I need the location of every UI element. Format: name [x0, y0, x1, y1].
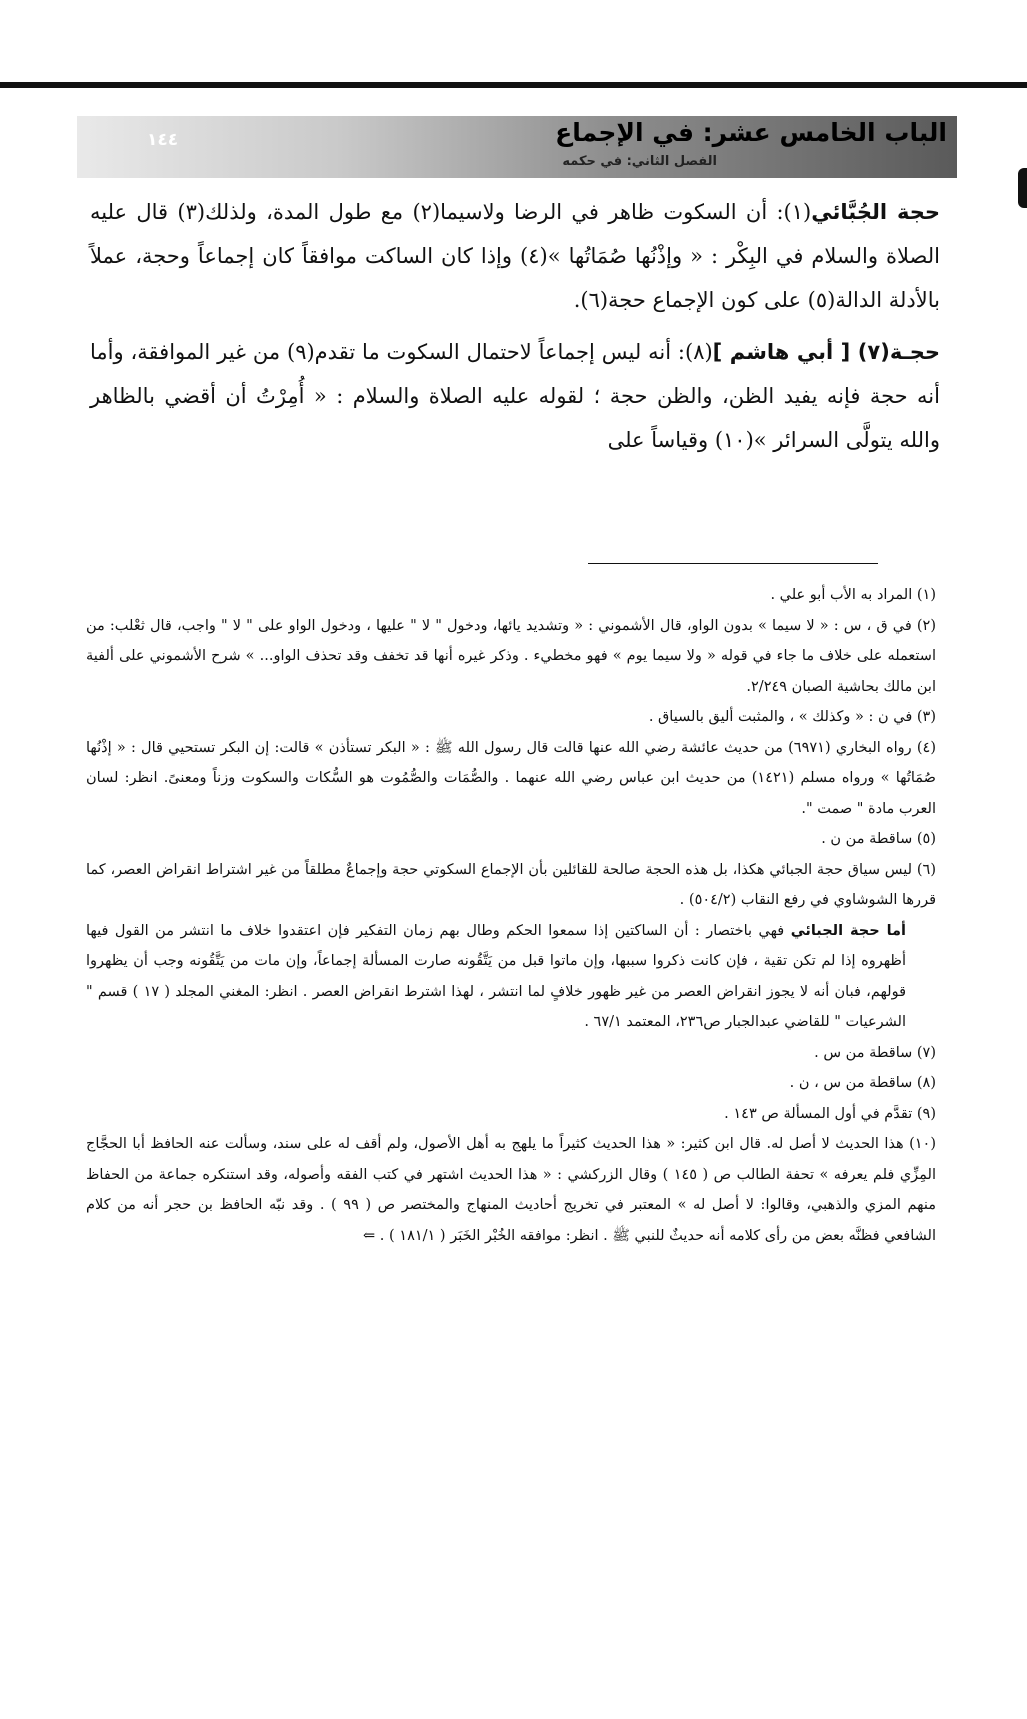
running-header: [77, 116, 957, 178]
footnotes: [86, 580, 936, 1251]
footnote-lead: أما حجة الجبائي: [790, 922, 907, 939]
paragraph-jubbai: [90, 190, 940, 322]
paragraph-text: (٨): أنه ليس إجماعاً لاحتمال السكوت ما تقدم(٩) من غير الموافقة، وأما أنه حجة فإنه يفيد الظن، والظن حجة ؛ لقوله عليه الصلاة والسلام : « أُمِرْتُ أن أقضي بالظاهر والله يتولَّى السرائر »(١٠) وقياساً على: [90, 340, 940, 452]
main-text: [90, 190, 940, 470]
footnote-1: (١) المراد به الأب أبو علي .: [770, 587, 936, 603]
section-title: الفصل الثاني: في حكمه: [562, 154, 717, 169]
page-edge-mark: [1018, 168, 1027, 208]
footnote-text: فهي باختصار : أن الساكتين إذا سمعوا الحكم وطال بهم زمان التفكير فإن اعتقدوا خلاف ما انتشر من القول فيها أظهروه إذا لم تكن تقية ، فإن كانت ذكروا سببها، وإن ماتوا قبل من يَتَّقُونه صارت المسألة إجماعاً، وإن مات من يَتَّقُونه وجب أن يظهروا قولهم، فبان أنه لا يجوز انقراض العصر من غير ظهور خلافٍ لما انتشر ، لهذا اشترط انقراض العصر . انظر: المغني المجلد ( ١٧ ) قسم " الشرعيات " للقاضي عبدالجبار ص٢٣٦، المعتمد ٦٧/١ .: [86, 922, 906, 1030]
footnote-7: (٧) ساقطة من س .: [814, 1044, 936, 1061]
paragraph-lead: حجـة(٧) [ أبي هاشم ]: [712, 340, 940, 364]
footnote-6: (٦) ليس سياق حجة الجبائي هكذا، بل هذه الحجة صالحة للقائلين بأن الإجماع السكوتي حجة وإجماعٌ مطلقاً من غير اشتراط انقراض العصر، كما قررها الشوشاوي في رفع النقاب (٥٠٤/٢) .: [86, 861, 936, 908]
footnote-6-continuation: [86, 916, 936, 1038]
paragraph-text: (١): أن السكوت ظاهر في الرضا ولاسيما(٢) مع طول المدة، ولذلك(٣) قال عليه الصلاة والسلام في البِكْر : « وإذْنُها صُمَاتُها »(٤) وإذا كان الساكت موافقاً كان إجماعاً وحجة، عملاً بالأدلة الدالة(٥) على كون الإجماع حجة(٦).: [90, 200, 940, 312]
footnote-10: (١٠) هذا الحديث لا أصل له. قال ابن كثير: « هذا الحديث كثيراً ما يلهج به أهل الأصول، ولم أقف له على سند، وسألت عنه الحافظ أبا الحجَّاج المِزِّي فلم يعرفه » تحفة الطالب ص ( ١٤٥ ) وقال الزركشي : « هذا الحديث اشتهر في كتب الفقه وأصوله، وقد استنكره جماعة من الحفاظ منهم المزي والذهبي، وقالوا: لا أصل له » المعتبر في تخريج أحاديث المنهاج والمختصر ص ( ٩٩ ) . وقد نبّه الحافظ بن حجر أنه من كلام الشافعي فظنَّه بعض من رأى كلامه أنه حديثٌ للنبي ﷺ . انظر: موافقه الخُبْر الخَبَر ( ١٨١/١ ) . ⇐: [86, 1136, 936, 1244]
paragraph-abu-hashim: [90, 330, 940, 462]
footnote-8: (٨) ساقطة من س ، ن .: [789, 1075, 936, 1091]
top-rule: [0, 82, 1027, 88]
footnote-2: (٢) في ق ، س : « لا سيما » بدون الواو، قال الأشموني : « وتشديد يائها، ودخول " لا " عليها ، ودخول الواو على " لا " واجب، قال ثعْلب: من استعمله على خلاف ما جاء في قوله « ولا سيما يوم » فهو مخطيء . وذكر غيره أنها قد تخفف وقد تحذف الواو... » شرح الأشموني على ألفية ابن مالك بحاشية الصبان ٢/٢٤٩.: [86, 617, 936, 695]
chapter-title: الباب الخامس عشر: في الإجماع: [555, 118, 947, 147]
page-number: ١٤٤: [147, 130, 179, 150]
footnote-separator: [588, 563, 878, 564]
footnote-9: (٩) تقدَّم في أول المسألة ص ١٤٣ .: [724, 1105, 936, 1122]
footnote-5: (٥) ساقطة من ن .: [821, 831, 936, 847]
footnote-3: (٣) في ن : « وكذلك » ، والمثبت أليق بالسياق .: [648, 709, 936, 725]
paragraph-lead: حجة الجُبَّائي: [811, 200, 941, 224]
footnote-4: (٤) رواه البخاري (٦٩٧١) من حديث عائشة رضي الله عنها قالت قال رسول الله ﷺ : « البكر تستأذن » قالت: إن البكر تستحيي قال : « إذْنُها صُمَاتُها » ورواه مسلم (١٤٢١) من حديث ابن عباس رضي الله عنهما . والصُّمَات والصُّمُوت هو السُّكات والسكوت وزناً ومعنىً. انظر: لسان العرب مادة " صمت ".: [86, 739, 936, 817]
